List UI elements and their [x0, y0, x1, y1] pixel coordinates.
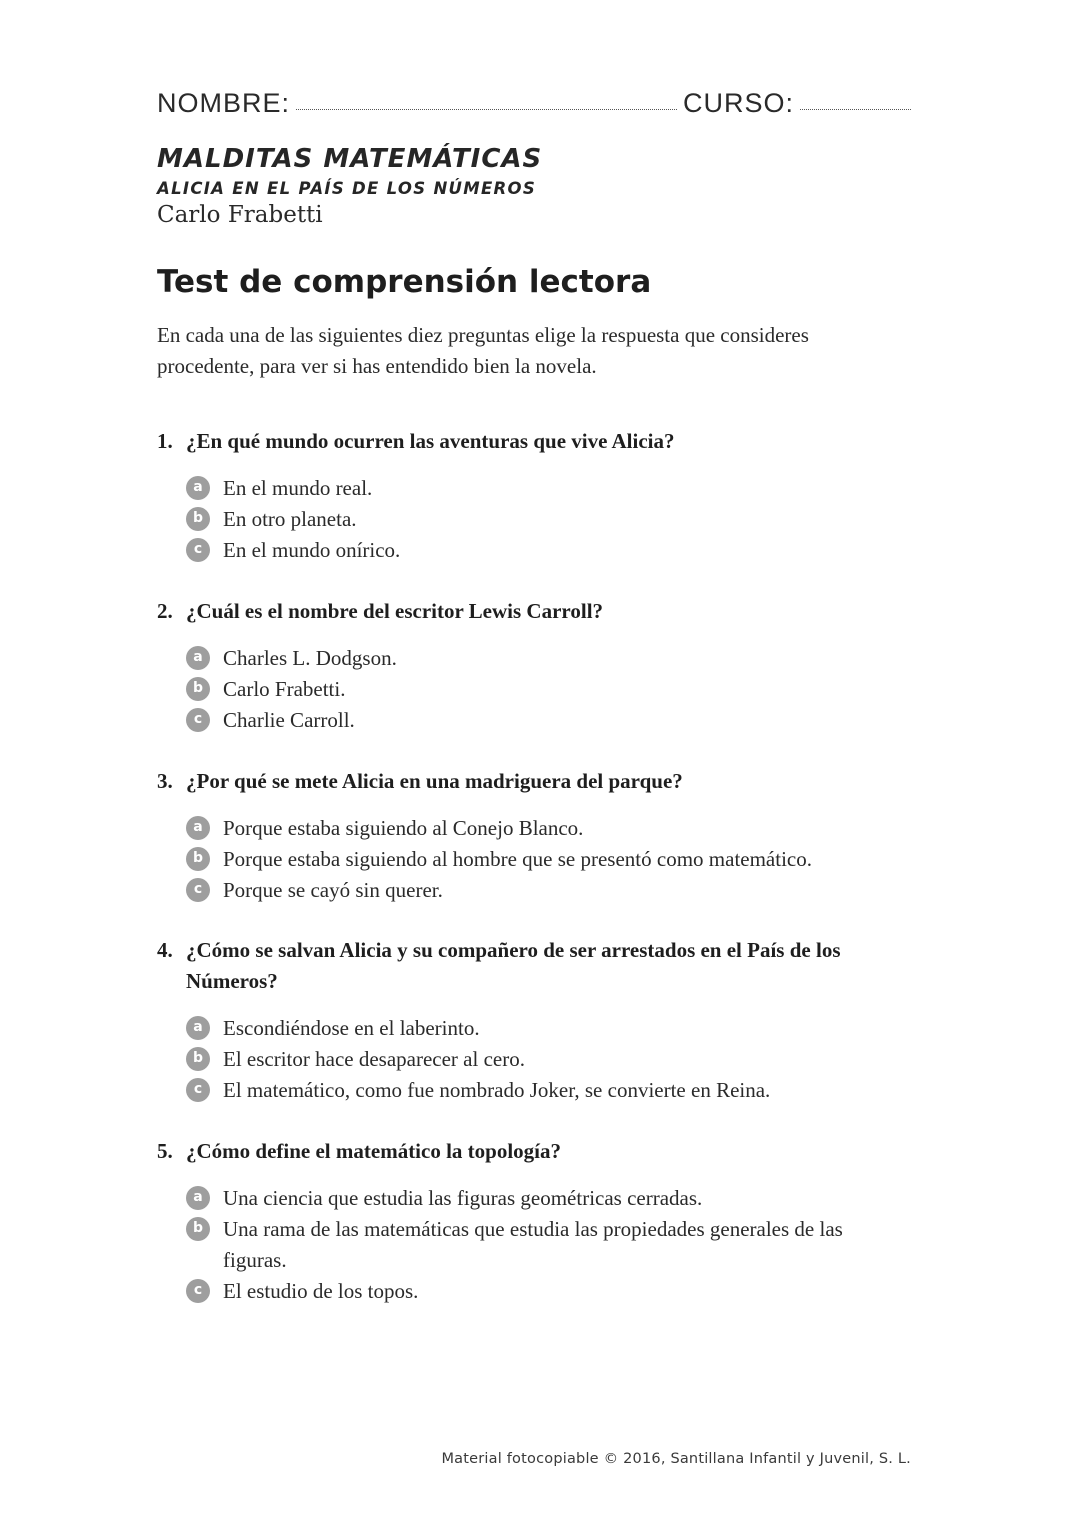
- question-text: ¿Por qué se mete Alicia en una madriguera del parque?: [186, 769, 683, 793]
- question-text: ¿Cómo define el matemático la topología?: [186, 1139, 562, 1163]
- option-letter-badge: b: [186, 1217, 210, 1241]
- book-author: Carlo Frabetti: [157, 202, 323, 228]
- option-letter-badge: a: [186, 816, 210, 840]
- option-letter-badge: a: [186, 1186, 210, 1210]
- name-label: NOMBRE:: [157, 88, 291, 118]
- option-c[interactable]: [186, 1075, 911, 1106]
- option-a[interactable]: [186, 473, 911, 504]
- option-text: Charlie Carroll.: [223, 708, 355, 732]
- answer-options: [157, 473, 911, 566]
- option-letter-badge: b: [186, 677, 210, 701]
- option-text: Porque se cayó sin querer.: [223, 878, 443, 902]
- answer-options: [157, 1013, 911, 1106]
- question-2: [157, 596, 911, 736]
- option-a[interactable]: [186, 813, 911, 844]
- option-letter-badge: a: [186, 1016, 210, 1040]
- option-c[interactable]: [186, 1276, 911, 1307]
- option-b[interactable]: [186, 1214, 911, 1276]
- option-text: Porque estaba siguiendo al hombre que se presentó como matemático.: [223, 847, 812, 871]
- book-subtitle: ALICIA EN EL PAÍS DE LOS NÚMEROS: [157, 179, 537, 198]
- copyright-footer: Material fotocopiable © 2016, Santillana Infantil y Juvenil, S. L.: [441, 1451, 911, 1467]
- option-text: En el mundo onírico.: [223, 538, 401, 562]
- answer-options: [157, 643, 911, 736]
- option-text: El estudio de los topos.: [223, 1279, 419, 1303]
- answer-options: [157, 813, 911, 906]
- option-a[interactable]: [186, 643, 911, 674]
- option-text: En el mundo real.: [223, 476, 373, 500]
- option-letter-badge: a: [186, 476, 210, 500]
- option-text: Escondiéndose en el laberinto.: [223, 1016, 480, 1040]
- question-number: 4.: [157, 938, 173, 962]
- option-a[interactable]: [186, 1013, 911, 1044]
- option-text: Porque estaba siguiendo al Conejo Blanco.: [223, 816, 584, 840]
- question-heading: [157, 426, 911, 457]
- question-heading: [157, 935, 911, 997]
- test-instructions: En cada una de las siguientes diez preguntas elige la respuesta que consideres procedente, para ver si has entendido bien la novela.: [157, 323, 809, 378]
- option-text: El escritor hace desaparecer al cero.: [223, 1047, 525, 1071]
- question-4: [157, 935, 911, 1106]
- option-b[interactable]: [186, 844, 911, 875]
- question-number: 1.: [157, 429, 173, 453]
- option-letter-badge: c: [186, 538, 210, 562]
- option-letter-badge: c: [186, 1279, 210, 1303]
- option-text: Charles L. Dodgson.: [223, 646, 397, 670]
- question-3: [157, 766, 911, 906]
- option-letter-badge: a: [186, 646, 210, 670]
- question-heading: [157, 596, 911, 627]
- option-b[interactable]: [186, 504, 911, 535]
- option-letter-badge: c: [186, 878, 210, 902]
- course-label: CURSO:: [682, 88, 794, 118]
- option-text: En otro planeta.: [223, 507, 357, 531]
- question-number: 3.: [157, 769, 173, 793]
- student-info-header: [157, 82, 911, 118]
- option-b[interactable]: [186, 674, 911, 705]
- worksheet-page: [157, 0, 911, 1527]
- option-a[interactable]: [186, 1183, 911, 1214]
- option-letter-badge: b: [186, 1047, 210, 1071]
- option-text: Carlo Frabetti.: [223, 677, 346, 701]
- question-text: ¿Cuál es el nombre del escritor Lewis Carroll?: [186, 599, 604, 623]
- question-number: 5.: [157, 1139, 173, 1163]
- book-title: MALDITAS MATEMÁTICAS: [157, 144, 543, 174]
- option-letter-badge: b: [186, 507, 210, 531]
- question-heading: [157, 766, 911, 797]
- option-letter-badge: c: [186, 1078, 210, 1102]
- option-c[interactable]: [186, 705, 911, 736]
- option-letter-badge: b: [186, 847, 210, 871]
- option-letter-badge: c: [186, 708, 210, 732]
- test-title: Test de comprensión lectora: [157, 264, 652, 300]
- question-1: [157, 426, 911, 566]
- question-number: 2.: [157, 599, 173, 623]
- option-c[interactable]: [186, 535, 911, 566]
- option-b[interactable]: [186, 1044, 911, 1075]
- option-text: Una ciencia que estudia las figuras geométricas cerradas.: [223, 1186, 703, 1210]
- question-5: [157, 1136, 911, 1307]
- question-heading: [157, 1136, 911, 1167]
- option-text: Una rama de las matemáticas que estudia las propiedades generales de las figuras.: [223, 1217, 843, 1272]
- option-text: El matemático, como fue nombrado Joker, se convierte en Reina.: [223, 1078, 771, 1102]
- question-text: ¿Cómo se salvan Alicia y su compañero de ser arrestados en el País de los Números?: [186, 938, 841, 993]
- name-field-line[interactable]: [296, 109, 677, 110]
- option-c[interactable]: [186, 875, 911, 906]
- question-text: ¿En qué mundo ocurren las aventuras que vive Alicia?: [186, 429, 675, 453]
- answer-options: [157, 1183, 911, 1307]
- course-field-line[interactable]: [800, 109, 911, 110]
